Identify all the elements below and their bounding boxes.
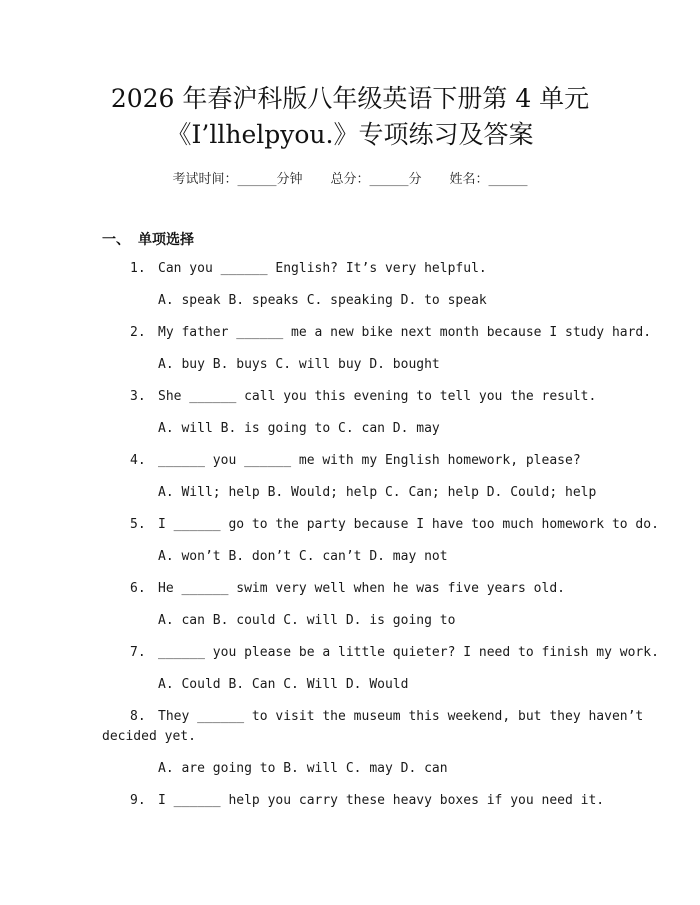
section-title: 单项选择 xyxy=(138,232,194,248)
total-score-field: 总分：______分 xyxy=(330,172,422,187)
question-3 xyxy=(130,387,596,407)
student-name-field: 姓名：______ xyxy=(449,172,528,187)
question-number: 1. xyxy=(130,261,146,276)
question-text: ______ you ______ me with my English homework, please? xyxy=(158,453,581,468)
question-1 xyxy=(130,259,487,279)
question-text: My father ______ me a new bike next month because I study hard. xyxy=(158,325,652,340)
question-2 xyxy=(130,323,651,343)
question-8 xyxy=(130,707,643,727)
question-number: 8. xyxy=(130,709,146,724)
question-8-options: A. are going to B. will C. may D. can xyxy=(158,761,448,776)
question-2-options: A. buy B. buys C. will buy D. bought xyxy=(158,357,440,372)
question-number: 4. xyxy=(130,453,146,468)
question-text: She ______ call you this evening to tell you the result. xyxy=(158,389,597,404)
question-number: 9. xyxy=(130,793,146,808)
section-number: 一、 xyxy=(102,232,130,248)
question-text: He ______ swim very well when he was five years old. xyxy=(158,581,565,596)
question-text: I ______ help you carry these heavy boxes if you need it. xyxy=(158,793,605,808)
question-number: 7. xyxy=(130,645,146,660)
question-text: Can you ______ English? It’s very helpful. xyxy=(158,261,487,276)
question-text: ______ you please be a little quieter? I need to finish my work. xyxy=(158,645,659,660)
page-title-line-2: 《I’llhelpyou.》专项练习及答案 xyxy=(166,120,534,149)
question-8-continuation: decided yet. xyxy=(102,729,196,744)
question-6 xyxy=(130,579,565,599)
question-7 xyxy=(130,643,659,663)
page-title-line-1: 2026 年春沪科版八年级英语下册第 4 单元 xyxy=(110,84,590,113)
question-text: They ______ to visit the museum this weekend, but they haven’t xyxy=(158,709,644,724)
exam-time-field: 考试时间：______分钟 xyxy=(172,172,303,187)
question-6-options: A. can B. could C. will D. is going to xyxy=(158,613,456,628)
question-7-options: A. Could B. Can C. Will D. Would xyxy=(158,677,409,692)
exam-info xyxy=(0,168,700,187)
question-9 xyxy=(130,791,604,811)
question-4 xyxy=(130,451,581,471)
question-5-options: A. won’t B. don’t C. can’t D. may not xyxy=(158,549,448,564)
question-1-options: A. speak B. speaks C. speaking D. to speak xyxy=(158,293,487,308)
question-text: I ______ go to the party because I have too much homework to do. xyxy=(158,517,659,532)
question-number: 2. xyxy=(130,325,146,340)
section-heading xyxy=(102,229,194,249)
question-3-options: A. will B. is going to C. can D. may xyxy=(158,421,440,436)
question-4-options: A. Will; help B. Would; help C. Can; help D. Could; help xyxy=(158,485,597,500)
question-number: 3. xyxy=(130,389,146,404)
question-number: 5. xyxy=(130,517,146,532)
question-5 xyxy=(130,515,659,535)
question-number: 6. xyxy=(130,581,146,596)
